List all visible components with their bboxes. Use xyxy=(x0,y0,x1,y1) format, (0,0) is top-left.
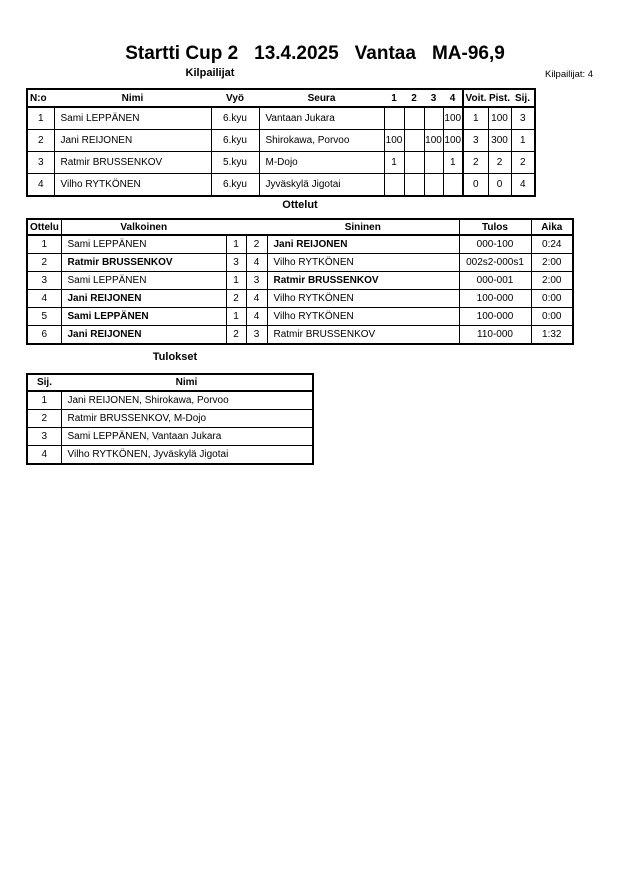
table-header-row xyxy=(27,89,535,107)
table-row xyxy=(27,254,573,272)
ottelut-cell-valkoinen-name: Jani REIJONEN xyxy=(61,326,226,345)
ottelut-cell-valkoinen-nro: 2 xyxy=(226,326,246,345)
kilpailijat-cell-voit: 0 xyxy=(463,174,488,197)
ottelut-cell-aika: 2:00 xyxy=(531,272,573,290)
tulokset-cell-sij: 1 xyxy=(27,391,61,410)
table-row xyxy=(27,308,573,326)
kilpailijat-cell-seura: Jyväskylä Jigotai xyxy=(259,174,384,197)
kilpailijat-header-nro: N:o xyxy=(27,89,54,107)
ottelut-cell-tulos: 100-000 xyxy=(459,290,531,308)
page-title xyxy=(0,43,630,65)
table-row xyxy=(27,446,313,465)
table-row xyxy=(27,107,535,130)
kilpailijat-header-sij: Sij. xyxy=(511,89,535,107)
kilpailijat-cell-round-3 xyxy=(424,174,443,197)
kilpailijat-cell-pist: 2 xyxy=(488,152,511,174)
title-part-event: Startti Cup 2 xyxy=(125,43,239,64)
table-row xyxy=(27,272,573,290)
kilpailijat-cell-pist: 300 xyxy=(488,130,511,152)
ottelut-cell-valkoinen-nro: 1 xyxy=(226,235,246,254)
ottelut-cell-ottelu-nro: 1 xyxy=(27,235,61,254)
kilpailijat-cell-nimi: Ratmir BRUSSENKOV xyxy=(54,152,211,174)
ottelut-cell-valkoinen-name: Sami LEPPÄNEN xyxy=(61,308,226,326)
kilpailijat-cell-round-3 xyxy=(424,152,443,174)
kilpailijat-cell-nro: 3 xyxy=(27,152,54,174)
ottelut-cell-valkoinen-name: Jani REIJONEN xyxy=(61,290,226,308)
title-part-location: Vantaa xyxy=(354,43,416,64)
kilpailijat-cell-round-3 xyxy=(424,107,443,130)
kilpailijat-cell-seura: Vantaan Jukara xyxy=(259,107,384,130)
kilpailijat-header-vyo: Vyö xyxy=(211,89,259,107)
ottelut-table-body xyxy=(27,235,573,344)
ottelut-cell-aika: 0:00 xyxy=(531,308,573,326)
tulokset-section-title: Tulokset xyxy=(152,351,198,363)
kilpailijat-cell-seura: Shirokawa, Porvoo xyxy=(259,130,384,152)
kilpailijat-table-head xyxy=(27,89,535,107)
ottelut-cell-valkoinen-name: Ratmir BRUSSENKOV xyxy=(61,254,226,272)
kilpailijat-cell-vyo: 6.kyu xyxy=(211,130,259,152)
kilpailijat-cell-round-1: 100 xyxy=(384,130,404,152)
competitors-count: Kilpailijat: 4 xyxy=(545,69,594,80)
kilpailijat-cell-pist: 100 xyxy=(488,107,511,130)
ottelut-cell-valkoinen-nro: 1 xyxy=(226,308,246,326)
ottelut-cell-valkoinen-nro: 1 xyxy=(226,272,246,290)
kilpailijat-cell-vyo: 6.kyu xyxy=(211,174,259,197)
ottelut-header-tulos: Tulos xyxy=(459,219,531,235)
ottelut-cell-ottelu-nro: 5 xyxy=(27,308,61,326)
ottelut-cell-sininen-nro: 4 xyxy=(246,290,267,308)
kilpailijat-table xyxy=(26,88,536,197)
kilpailijat-header-pist: Pist. xyxy=(488,89,511,107)
table-row xyxy=(27,290,573,308)
ottelut-header-valkoinen: Valkoinen xyxy=(61,219,226,235)
table-row xyxy=(27,410,313,428)
ottelut-header-sininen-nro xyxy=(246,219,267,235)
tulokset-cell-sij: 4 xyxy=(27,446,61,465)
kilpailijat-cell-voit: 1 xyxy=(463,107,488,130)
kilpailijat-cell-nro: 4 xyxy=(27,174,54,197)
kilpailijat-cell-sij: 1 xyxy=(511,130,535,152)
kilpailijat-cell-vyo: 5.kyu xyxy=(211,152,259,174)
table-row xyxy=(27,130,535,152)
ottelut-table xyxy=(26,218,574,345)
ottelut-table-head xyxy=(27,219,573,235)
ottelut-header-aika: Aika xyxy=(531,219,573,235)
ottelut-header-valkoinen-nro xyxy=(226,219,246,235)
kilpailijat-cell-pist: 0 xyxy=(488,174,511,197)
ottelut-cell-valkoinen-name: Sami LEPPÄNEN xyxy=(61,272,226,290)
kilpailijat-cell-round-2 xyxy=(404,152,424,174)
ottelut-cell-tulos: 000-100 xyxy=(459,235,531,254)
ottelut-cell-sininen-name: Ratmir BRUSSENKOV xyxy=(267,326,459,345)
table-header-row xyxy=(27,374,313,391)
ottelut-cell-tulos: 002s2-000s1 xyxy=(459,254,531,272)
tulokset-cell-nimi: Vilho RYTKÖNEN, Jyväskylä Jigotai xyxy=(61,446,313,465)
table-row xyxy=(27,391,313,410)
tulokset-cell-sij: 2 xyxy=(27,410,61,428)
kilpailijat-cell-round-2 xyxy=(404,174,424,197)
ottelut-cell-ottelu-nro: 3 xyxy=(27,272,61,290)
tulokset-cell-nimi: Ratmir BRUSSENKOV, M-Dojo xyxy=(61,410,313,428)
tulokset-cell-nimi: Jani REIJONEN, Shirokawa, Porvoo xyxy=(61,391,313,410)
tulokset-table-head xyxy=(27,374,313,391)
ottelut-cell-sininen-nro: 3 xyxy=(246,272,267,290)
kilpailijat-cell-round-1 xyxy=(384,174,404,197)
kilpailijat-cell-round-2 xyxy=(404,130,424,152)
ottelut-cell-sininen-name: Jani REIJONEN xyxy=(267,235,459,254)
kilpailijat-cell-sij: 2 xyxy=(511,152,535,174)
kilpailijat-header-seura: Seura xyxy=(259,89,384,107)
kilpailijat-cell-vyo: 6.kyu xyxy=(211,107,259,130)
kilpailijat-cell-round-3: 100 xyxy=(424,130,443,152)
ottelut-cell-tulos: 100-000 xyxy=(459,308,531,326)
tulokset-cell-sij: 3 xyxy=(27,428,61,446)
kilpailijat-cell-nimi: Vilho RYTKÖNEN xyxy=(54,174,211,197)
ottelut-cell-aika: 1:32 xyxy=(531,326,573,345)
kilpailijat-header-round-2: 2 xyxy=(404,89,424,107)
ottelut-cell-sininen-name: Vilho RYTKÖNEN xyxy=(267,290,459,308)
ottelut-cell-valkoinen-nro: 3 xyxy=(226,254,246,272)
ottelut-cell-sininen-name: Ratmir BRUSSENKOV xyxy=(267,272,459,290)
ottelut-cell-valkoinen-name: Sami LEPPÄNEN xyxy=(61,235,226,254)
ottelut-cell-tulos: 110-000 xyxy=(459,326,531,345)
kilpailijat-section-title: Kilpailijat xyxy=(185,67,235,79)
kilpailijat-header-round-4: 4 xyxy=(443,89,463,107)
table-row xyxy=(27,174,535,197)
kilpailijat-cell-nro: 2 xyxy=(27,130,54,152)
kilpailijat-cell-round-2 xyxy=(404,107,424,130)
table-row xyxy=(27,326,573,345)
kilpailijat-cell-seura: M-Dojo xyxy=(259,152,384,174)
ottelut-cell-ottelu-nro: 2 xyxy=(27,254,61,272)
ottelut-header-ottelu: Ottelu xyxy=(27,219,61,235)
tulokset-cell-nimi: Sami LEPPÄNEN, Vantaan Jukara xyxy=(61,428,313,446)
table-header-row xyxy=(27,219,573,235)
ottelut-cell-sininen-nro: 2 xyxy=(246,235,267,254)
tulokset-header-sij: Sij. xyxy=(27,374,61,391)
ottelut-cell-sininen-nro: 4 xyxy=(246,254,267,272)
kilpailijat-cell-sij: 3 xyxy=(511,107,535,130)
kilpailijat-header-nimi: Nimi xyxy=(54,89,211,107)
table-row xyxy=(27,152,535,174)
kilpailijat-table-body xyxy=(27,107,535,196)
kilpailijat-cell-nimi: Sami LEPPÄNEN xyxy=(54,107,211,130)
ottelut-cell-ottelu-nro: 6 xyxy=(27,326,61,345)
table-row xyxy=(27,428,313,446)
ottelut-cell-sininen-name: Vilho RYTKÖNEN xyxy=(267,308,459,326)
kilpailijat-header-round-1: 1 xyxy=(384,89,404,107)
ottelut-cell-aika: 0:24 xyxy=(531,235,573,254)
kilpailijat-cell-voit: 2 xyxy=(463,152,488,174)
tulokset-table-body xyxy=(27,391,313,464)
ottelut-header-sininen: Sininen xyxy=(267,219,459,235)
kilpailijat-cell-round-4: 1 xyxy=(443,152,463,174)
ottelut-cell-ottelu-nro: 4 xyxy=(27,290,61,308)
tulokset-table xyxy=(26,373,314,465)
kilpailijat-cell-sij: 4 xyxy=(511,174,535,197)
kilpailijat-cell-round-1 xyxy=(384,107,404,130)
ottelut-cell-aika: 0:00 xyxy=(531,290,573,308)
ottelut-cell-tulos: 000-001 xyxy=(459,272,531,290)
title-part-date: 13.4.2025 xyxy=(254,43,339,64)
kilpailijat-cell-round-4 xyxy=(443,174,463,197)
kilpailijat-cell-nimi: Jani REIJONEN xyxy=(54,130,211,152)
kilpailijat-cell-voit: 3 xyxy=(463,130,488,152)
ottelut-cell-valkoinen-nro: 2 xyxy=(226,290,246,308)
tulokset-header-nimi: Nimi xyxy=(61,374,313,391)
ottelut-cell-sininen-nro: 3 xyxy=(246,326,267,345)
kilpailijat-cell-round-4: 100 xyxy=(443,130,463,152)
ottelut-cell-sininen-nro: 4 xyxy=(246,308,267,326)
table-row xyxy=(27,235,573,254)
ottelut-cell-sininen-name: Vilho RYTKÖNEN xyxy=(267,254,459,272)
kilpailijat-cell-round-4: 100 xyxy=(443,107,463,130)
title-part-category: MA-96,9 xyxy=(431,43,505,64)
kilpailijat-cell-nro: 1 xyxy=(27,107,54,130)
ottelut-section-title: Ottelut xyxy=(282,199,318,211)
kilpailijat-cell-round-1: 1 xyxy=(384,152,404,174)
kilpailijat-header-round-3: 3 xyxy=(424,89,443,107)
kilpailijat-header-voit: Voit. xyxy=(463,89,488,107)
ottelut-cell-aika: 2:00 xyxy=(531,254,573,272)
